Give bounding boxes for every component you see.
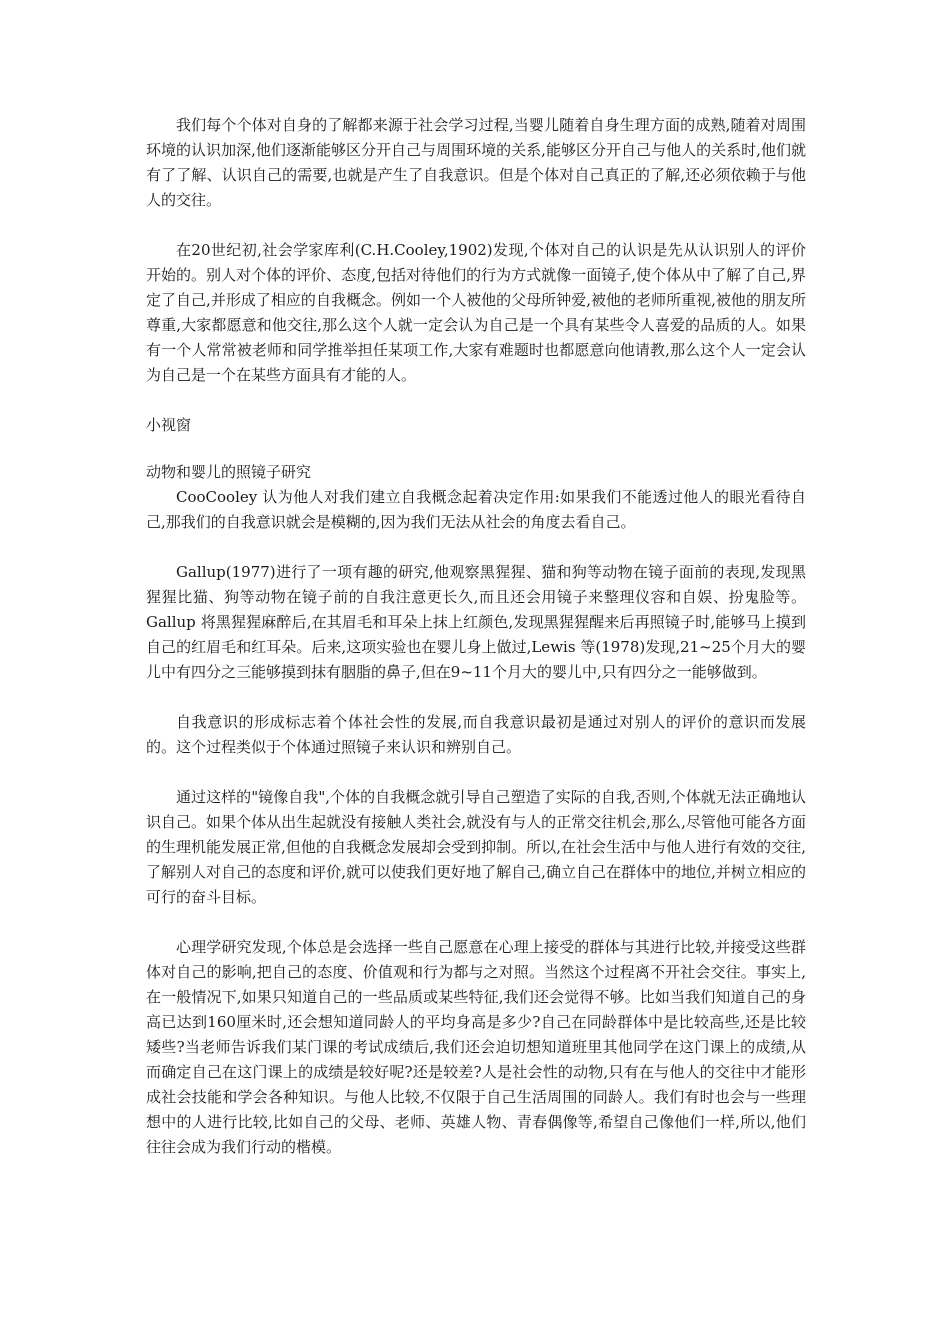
paragraph-mirror-self: 通过这样的"镜像自我",个体的自我概念就引导自己塑造了实际的自我,否则,个体就无法正确地认识自己。如果个体从出生起就没有接触人类社会,就没有与人的正常交往机会,那么,尽管他可能各方面的生理机能发展正常,但他的自我概念发展却会受到抑制。所以,在社会生活中与他人进行有效的交往,了解别人对自己的态度和评价,就可以使我们更好地了解自己,确立自己在群体中的地位,并树立相应的可行的奋斗目标。 [146, 788, 806, 906]
document-body [146, 113, 806, 1160]
box-title: 动物和婴儿的照镜子研究 [146, 463, 312, 481]
paragraph-cooley-view: CooCooley 认为他人对我们建立自我概念起着决定作用:如果我们不能透过他人的眼光看待自己,那我们的自我意识就会是模糊的,因为我们无法从社会的角度去看自己。 [146, 488, 806, 531]
paragraph-social-comparison: 心理学研究发现,个体总是会选择一些自己愿意在心理上接受的群体与其进行比较,并接受这些群体对自己的影响,把自己的态度、价值观和行为都与之对照。当然这个过程离不开社会交往。事实上,在一般情况下,如果只知道自己的一些品质或某些特征,我们还会觉得不够。比如当我们知道自己的身高已达到160厘米时,还会想知道同龄人的平均身高是多少?自己在同龄群体中是比较高些,还是比较矮些?当老师告诉我们某门课的考试成绩后,我们还会迫切想知道班里其他同学在这门课上的成绩,从而确定自己在这门课上的成绩是较好呢?还是较差?人是社会性的动物,只有在与他人的交往中才能形成社会技能和学会各种知识。与他人比较,不仅限于自己生活周围的同龄人。我们有时也会与一些理想中的人进行比较,比如自己的父母、老师、英雄人物、青春偶像等,希望自己像他们一样,所以,他们往往会成为我们行动的楷模。 [146, 938, 806, 1156]
sidebar-label: 小视窗 [146, 416, 192, 434]
paragraph-cooley-mirror: 在20世纪初,社会学家库利(C.H.Cooley,1902)发现,个体对自己的认识是先从认识别人的评价开始的。别人对个体的评价、态度,包括对待他们的行为方式就像一面镜子,使个体从中了解了自己,界定了自己,并形成了相应的自我概念。例如一个人被他的父母所钟爱,被他的老师所重视,被他的朋友所尊重,大家都愿意和他交往,那么这个人就一定会认为自己是一个具有某些令人喜爱的品质的人。如果有一个人常常被老师和同学推举担任某项工作,大家有难题时也都愿意向他请教,那么这个人一定会认为自己是一个在某些方面具有才能的人。 [146, 241, 806, 384]
paragraph-gallup-study: Gallup(1977)进行了一项有趣的研究,他观察黑猩猩、猫和狗等动物在镜子面前的表现,发现黑猩猩比猫、狗等动物在镜子前的自我注意更长久,而且还会用镜子来整理仪容和自娱、扮鬼脸等。Gallup 将黑猩猩麻醉后,在其眉毛和耳朵上抹上红颜色,发现黑猩猩醒来后再照镜子时,能够马上摸到自己的红眉毛和红耳朵。后来,这项实验也在婴儿身上做过,Lewis 等(1978)发现,21~25个月大的婴儿中有四分之三能够摸到抹有胭脂的鼻子,但在9~11个月大的婴儿中,只有四分之一能够做到。 [146, 563, 806, 681]
paragraph-self-awareness: 自我意识的形成标志着个体社会性的发展,而自我意识最初是通过对别人的评价的意识而发展的。这个过程类似于个体通过照镜子来认识和辨别自己。 [146, 713, 806, 756]
paragraph-self-understanding: 我们每个个体对自身的了解都来源于社会学习过程,当婴儿随着自身生理方面的成熟,随着对周围环境的认识加深,他们逐渐能够区分开自己与周围环境的关系,能够区分开自己与他人的关系时,他们就有了了解、认识自己的需要,也就是产生了自我意识。但是个体对自己真正的了解,还必须依赖于与他人的交往。 [146, 116, 806, 209]
